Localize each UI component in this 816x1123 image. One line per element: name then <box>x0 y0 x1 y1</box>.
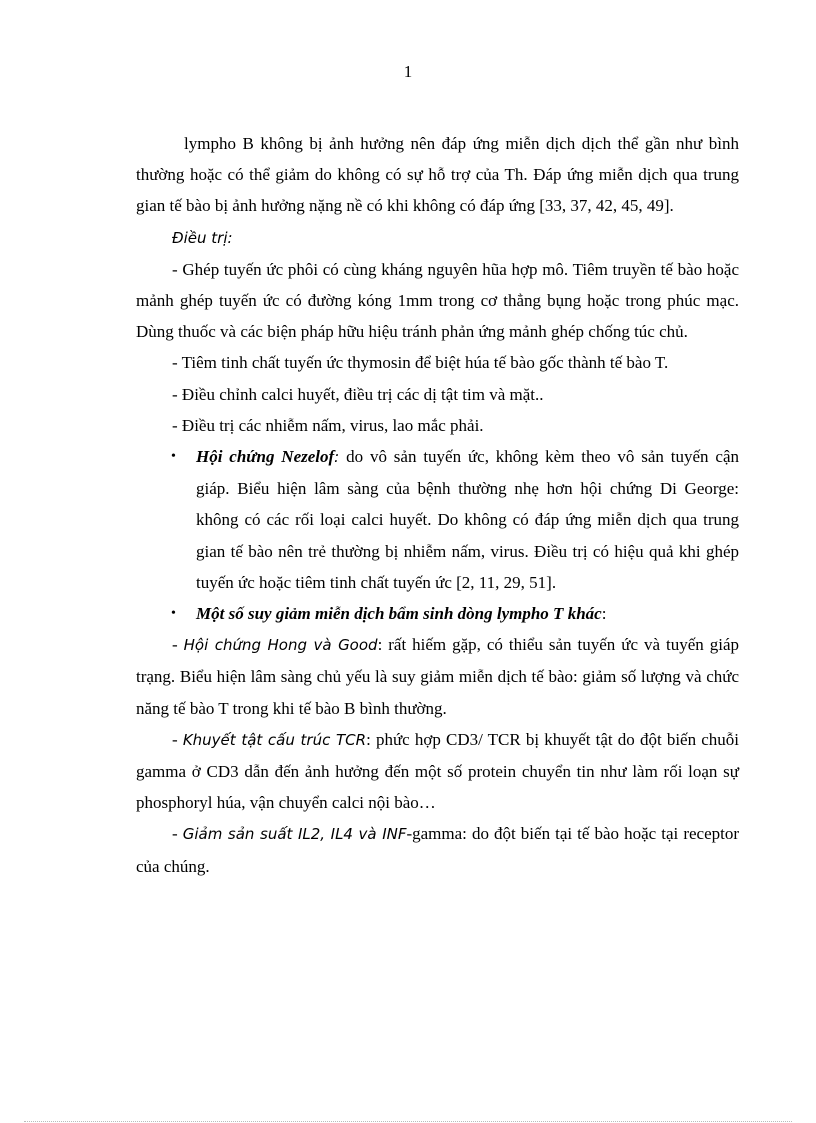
hong-good-text: : rất hiếm gặp, có thiểu sản tuyến ức và tuyến giáp trạng. Biểu hiện lâm sàng chủ yếu là suy giảm miễn dịch tế bào: giảm số lượng và chức năng tế bào T trong khi tế bào B bình thường. <box>136 635 739 718</box>
il-paragraph <box>136 818 739 881</box>
treatment-item-thymosin: - Tiêm tinh chất tuyến ức thymosin để biệt húa tế bào gốc thành tế bào T. <box>172 353 669 373</box>
other-deficiencies-heading <box>171 598 739 629</box>
tcr-paragraph <box>136 724 739 819</box>
hong-good-paragraph <box>136 629 739 724</box>
nezelof-section <box>171 441 739 598</box>
tcr-text: : phức hợp CD3/ TCR bị khuyết tật do đột biến chuỗi gamma ở CD3 dẫn đến ảnh hưởng đến một số protein chuyển tin như làm rối loạn sự phosphoryl húa, vận chuyển calci nội bào… <box>136 729 739 813</box>
nezelof-text: do vô sản tuyến ức, không kèm theo vô sản tuyến cận giáp. Biểu hiện lâm sàng của bệnh thường nhẹ hơn hội chứng Di George: không có các rối loại calci huyết. Do không có đáp ứng miễn dịch qua trung gian tế bào nên trẻ thường bị nhiễm nấm, virus. Điều trị có hiệu quả khi ghép tuyến ức hoặc tiêm tinh chất tuyến ức [2, 11, 29, 51]. <box>196 447 739 592</box>
tcr-label: Khuyết tật cấu trúc TCR <box>182 730 367 749</box>
treatment-item-calcium: - Điều chỉnh calci huyết, điều trị các dị tật tim và mặt.. <box>172 384 544 404</box>
il-label: Giảm sản suất IL2, IL4 và INF <box>182 825 407 844</box>
nezelof-title: Hội chứng Nezelof <box>196 447 335 467</box>
treatment-heading <box>136 222 739 254</box>
nezelof-colon: : <box>334 448 340 467</box>
treatment-item-graft: - Ghép tuyến ức phôi có cùng kháng nguyên hũa hợp mô. Tiêm truyền tế bào hoặc mảnh ghép tuyến ức có đường kóng 1mm trong cơ thẳng bụng hoặc trong phúc mạc. Dùng thuốc và các biện pháp hữu hiệu tránh phản ứng mảnh ghép chống túc chủ. <box>136 259 739 342</box>
paragraph-lympho-b: lympho B không bị ảnh hưởng nên đáp ứng miễn dịch dịch thể gần như bình thường hoặc có thể giảm do không có sự hỗ trợ của Th. Đáp ứng miễn dịch qua trung gian tế bào bị ảnh hưởng nặng nề có khi không có đáp ứng [33, 37, 42, 45, 49]. <box>136 134 739 216</box>
treatment-item-infection: - Điều trị các nhiễm nấm, virus, lao mắc phải. <box>172 415 484 435</box>
hong-dash: - <box>172 635 184 655</box>
page-bottom-divider <box>24 1121 792 1122</box>
page-number: 1 <box>403 62 413 81</box>
tcr-dash: - <box>172 729 183 749</box>
other-deficiencies-title: Một số suy giảm miễn dịch bẩm sinh dòng lympho T khác <box>196 604 602 624</box>
hong-good-label: Hội chứng Hong và Good <box>183 636 378 655</box>
bullet-icon: • <box>171 606 176 622</box>
document-body <box>136 128 739 882</box>
other-deficiencies-colon: : <box>601 604 607 624</box>
il-dash: - <box>172 824 183 844</box>
treatment-heading-text: Điều trị: <box>172 228 233 247</box>
bullet-icon: • <box>171 449 176 465</box>
il-text: -gamma: do đột biến tại tế bào hoặc tại receptor của chúng. <box>136 824 739 876</box>
